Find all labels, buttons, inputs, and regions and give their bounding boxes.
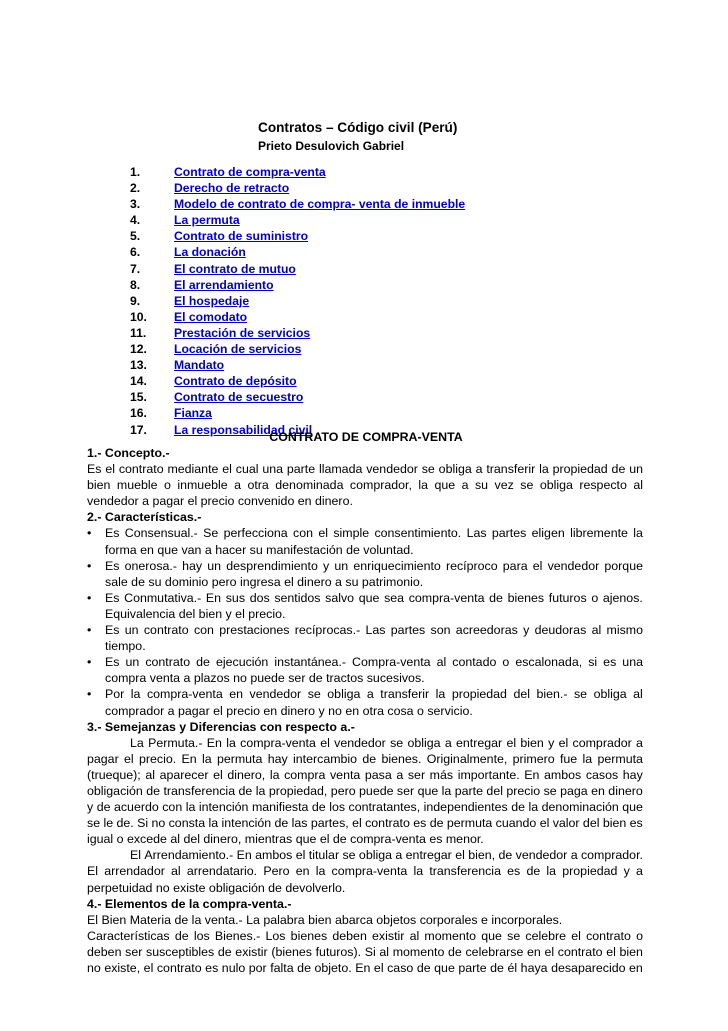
bullet-text: Es Consensual.- Se perfecciona con el simple consentimiento. Las partes eligen libremente la bbox=[105, 526, 643, 541]
paragraph-line: Características de los Bienes.- Los bienes deben existir al momento que se celebre el contrato o bbox=[87, 928, 643, 943]
bullet-item bbox=[87, 558, 643, 574]
paragraph-line: La Permuta.- En la compra-venta el vendedor se obliga a entregar el bien y el comprador a bbox=[130, 735, 643, 750]
bullet-icon: • bbox=[87, 526, 92, 541]
toc-link[interactable]: El hospedaje bbox=[174, 293, 250, 308]
bullet-item bbox=[87, 590, 643, 606]
toc-link[interactable]: Contrato de secuestro bbox=[174, 390, 304, 405]
paragraph-line: deben ser susceptibles de existir (bienes futuros). Si al momento de celebrarse en el contrato el bien bbox=[87, 944, 643, 959]
toc-item bbox=[0, 373, 728, 389]
bullet-continuation: tiempo. bbox=[105, 639, 146, 654]
toc-item bbox=[0, 180, 728, 196]
bullet-item bbox=[87, 654, 643, 670]
bullet-item bbox=[87, 622, 643, 638]
bullet-text: Es un contrato de ejecución instantánea.- Compra-venta al contado o escalonada, si es una bbox=[105, 655, 643, 670]
paragraph-line: vendedor a pagar el precio convenido en dinero. bbox=[87, 494, 353, 509]
document-author: Prieto Desulovich Gabriel bbox=[258, 139, 405, 153]
toc-item bbox=[0, 228, 728, 244]
toc-item-number: 15. bbox=[130, 390, 147, 405]
toc-item-number: 8. bbox=[130, 277, 141, 292]
bullet-text: Es onerosa.- hay un desprendimiento y un enriquecimiento recíproco para el vendedor porque bbox=[105, 558, 643, 573]
paragraph-line: bien mueble o inmueble a otra denominada comprador, la que a su vez se obliga respecto al bbox=[87, 478, 643, 493]
toc-link[interactable]: Prestación de servicios bbox=[174, 325, 311, 340]
body-text bbox=[87, 445, 643, 976]
bullet-continuation: comprador a pagar el precio en dinero y no en otra cosa o servicio. bbox=[105, 703, 473, 718]
paragraph-line: El Bien Materia de la venta.- La palabra bien abarca objetos corporales e incorporales. bbox=[87, 912, 563, 927]
section-title-text: CONTRATO DE COMPRA-VENTA bbox=[269, 430, 463, 444]
bullet-continuation: sale de su dominio pero ingresa el dinero a su patrimonio. bbox=[105, 574, 424, 589]
section-heading: 2.- Características.- bbox=[87, 510, 202, 525]
toc-item-number: 3. bbox=[130, 197, 141, 212]
document-title: Contratos – Código civil (Perú) bbox=[258, 120, 458, 135]
toc-link[interactable]: Fianza bbox=[174, 406, 212, 421]
toc-item-number: 12. bbox=[130, 342, 147, 357]
paragraph-line: (trueque); al aparecer el dinero, la compra venta pasa a ser más importante. En ambos casos hay bbox=[87, 767, 643, 782]
toc-link[interactable]: Mandato bbox=[174, 358, 225, 373]
paragraph-line: no existe, el contrato es nulo por falta de objeto. En el caso de que parte de él haya desaparecido en bbox=[87, 961, 643, 975]
section-heading: 4.- Elementos de la compra-venta.- bbox=[87, 896, 292, 911]
toc-link[interactable]: Modelo de contrato de compra- venta de inmueble bbox=[174, 197, 466, 212]
toc-item bbox=[0, 325, 728, 341]
toc-item-number: 16. bbox=[130, 406, 147, 421]
paragraph-line: se le de. Si no consta la intención de las partes, el contrato es de permuta cuando el valor del bien es bbox=[87, 816, 643, 831]
toc-item-number: 4. bbox=[130, 213, 141, 228]
bullet-continuation: Equivalencia del bien y el precio. bbox=[105, 606, 286, 621]
toc-item-number: 10. bbox=[130, 309, 147, 324]
paragraph-line: pagar el precio. En la permuta hay intercambio de bienes. Originalmente, primero fue la permuta bbox=[87, 751, 643, 766]
toc-link[interactable]: Locación de servicios bbox=[174, 342, 302, 357]
toc-item bbox=[0, 261, 728, 277]
bullet-icon: • bbox=[87, 590, 92, 605]
toc-link[interactable]: El arrendamiento bbox=[174, 277, 274, 292]
toc-link[interactable]: Contrato de depósito bbox=[174, 374, 297, 389]
bullet-icon: • bbox=[87, 558, 92, 573]
toc-item-number: 13. bbox=[130, 358, 147, 373]
toc-item-number: 9. bbox=[130, 293, 141, 308]
toc-item-number: 5. bbox=[130, 229, 141, 244]
toc-item bbox=[0, 357, 728, 373]
toc-item bbox=[0, 293, 728, 309]
bullet-icon: • bbox=[87, 687, 92, 702]
toc-link[interactable]: Contrato de compra-venta bbox=[174, 165, 326, 179]
bullet-item bbox=[87, 686, 643, 702]
paragraph-line: El arrendador al arrendatario. Pero en la compra-venta la transferencia es de la propiedad y a bbox=[87, 864, 643, 879]
toc-item-number: 7. bbox=[130, 261, 141, 276]
paragraph-line: y de acuerdo con la intención manifiesta de los contratantes, independientes de la denominación que bbox=[87, 800, 643, 815]
bullet-icon: • bbox=[87, 623, 92, 638]
paragraph-line: igual o excede al del dinero, mientras que el de compra-venta es menor. bbox=[87, 832, 484, 847]
toc-item-number: 2. bbox=[130, 181, 141, 196]
bullet-text: Es Conmutativa.- En sus dos sentidos salvo que sea compra-venta de bienes futuros o ajenos. bbox=[105, 590, 643, 605]
toc-item bbox=[0, 164, 728, 180]
bullet-continuation: compra venta a plazos no puede ser de tractos sucesivos. bbox=[105, 671, 425, 686]
bullet-item bbox=[87, 525, 643, 541]
toc-item bbox=[0, 405, 728, 421]
toc-link[interactable]: La responsabilidad civil bbox=[174, 422, 313, 437]
toc-link[interactable]: La permuta bbox=[174, 213, 240, 228]
toc-item-number: 1. bbox=[130, 165, 141, 179]
paragraph-line: Es el contrato mediante el cual una parte llamada vendedor se obliga a transferir la propiedad de un bbox=[87, 462, 643, 477]
toc-link[interactable]: La donación bbox=[174, 245, 246, 260]
toc-item bbox=[0, 277, 728, 293]
toc-link[interactable]: Derecho de retracto bbox=[174, 181, 290, 196]
section-title bbox=[0, 429, 728, 445]
section-heading: 1.- Concepto.- bbox=[87, 446, 170, 460]
table-of-contents bbox=[0, 164, 728, 438]
bullet-text: Es un contrato con prestaciones recíprocas.- Las partes son acreedoras y deudoras al mismo bbox=[105, 623, 643, 638]
bullet-icon: • bbox=[87, 655, 92, 670]
toc-item-number: 11. bbox=[130, 325, 147, 340]
toc-link[interactable]: El contrato de mutuo bbox=[174, 261, 296, 276]
section-heading: 3.- Semejanzas y Diferencias con respecto a.- bbox=[87, 719, 355, 734]
toc-item bbox=[0, 212, 728, 228]
paragraph-line: perpetuidad no existe obligación de devolverlo. bbox=[87, 880, 346, 895]
paragraph-line: El Arrendamiento.- En ambos el titular se obliga a entregar el bien, de vendedor a comprador. bbox=[130, 848, 643, 863]
toc-item-number: 14. bbox=[130, 374, 147, 389]
toc-item bbox=[0, 389, 728, 405]
toc-item-number: 6. bbox=[130, 245, 141, 260]
toc-item bbox=[0, 196, 728, 212]
paragraph-line: obligación de transferencia de la propiedad, pero puede ser que la parte del precio se paga en dinero bbox=[87, 783, 643, 798]
toc-item bbox=[0, 244, 728, 260]
toc-item-number: 17. bbox=[130, 422, 147, 437]
toc-item bbox=[0, 309, 728, 325]
toc-item bbox=[0, 341, 728, 357]
toc-link[interactable]: El comodato bbox=[174, 309, 248, 324]
bullet-continuation: forma en que van a hacer su manifestación de voluntad. bbox=[105, 542, 414, 557]
bullet-text: Por la compra-venta en vendedor se obliga a transferir la propiedad del bien.- se obliga al bbox=[105, 687, 643, 702]
toc-link[interactable]: Contrato de suministro bbox=[174, 229, 309, 244]
